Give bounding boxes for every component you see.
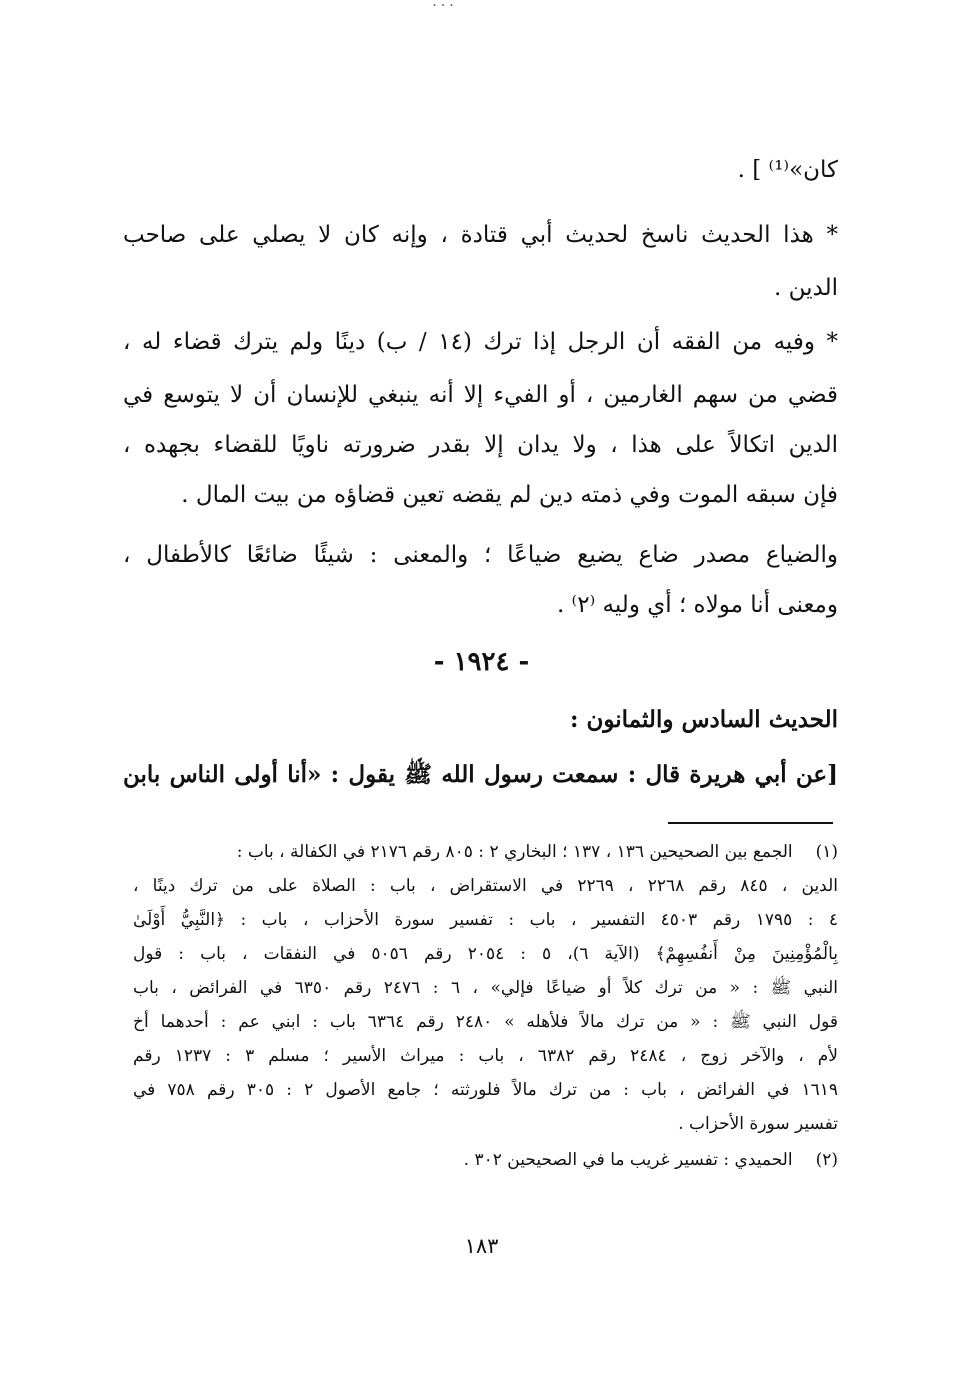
- footnote-1-line-7: لأم ، والآخر زوج ، ٢٤٨٤ رقم ٦٣٨٢ ، باب : ميراث الأسير ؛ مسلم ٣ : ١٢٣٧ رقم: [133, 1046, 838, 1066]
- footnote-1-line-4: بِالْمُؤْمِنِينَ مِنْ أَنفُسِهِمْ﴾ (الآية ٦)، ٥ : ٢٠٥٤ رقم ٥٠٥٦ في النفقات ، باب : قول: [133, 944, 838, 964]
- main-line-6: الدين اتكالاً على هذا ، ولا يدان إلا بقدر ضرورته ناويًا للقضاء بجهده ،: [123, 432, 838, 458]
- footnote-1-line-3: ٤ : ١٧٩٥ رقم ٤٥٠٣ التفسير ، باب : تفسير سورة الأحزاب ، باب : ﴿النَّبِيُّ أَوْلَىٰ: [133, 910, 839, 930]
- footnote-1-line-2: الدين ، ٨٤٥ رقم ٢٢٦٨ ، ٢٢٦٩ في الاستقراض ، باب : الصلاة على من ترك دينًا ،: [133, 876, 838, 896]
- main-line-8: والضياع مصدر ضاع يضيع ضياعًا ؛ والمعنى : شيئًا ضائعًا كالأطفال ،: [123, 542, 838, 568]
- footnote-2-number: (٢): [815, 1150, 838, 1170]
- top-mark: ...: [432, 0, 458, 10]
- main-line-1: كان»⁽¹⁾ ] .: [737, 157, 838, 183]
- footnote-1-number: (١): [815, 842, 838, 862]
- main-line-9: ومعنى أنا مولاه ؛ أي وليه ⁽٢⁾ .: [556, 592, 838, 618]
- footnote-1-line-6: قول النبي ﷺ : « من ترك مالاً فلأهله » ٢٤٨٠ رقم ٦٣٦٤ باب : ابني عم : أحدهما أخ: [133, 1012, 838, 1032]
- hadith-text: [عن أبي هريرة قال : سمعت رسول الله ﷺ يقول : «أنا أولى الناس بابن: [123, 761, 838, 788]
- section-number: - ١٩٢٤ -: [433, 647, 530, 677]
- footnote-divider: [668, 822, 833, 824]
- main-line-7: فإن سبقه الموت وفي ذمته دين لم يقضه تعين قضاؤه من بيت المال .: [181, 482, 838, 508]
- page-number: ١٨٣: [464, 1234, 499, 1258]
- footnote-1-line-8: ١٦١٩ في الفرائض ، باب : من ترك مالاً فلورثته ؛ جامع الأصول ٢ : ٣٠٥ رقم ٧٥٨ في: [133, 1080, 838, 1100]
- main-line-3: الدين .: [773, 275, 838, 301]
- main-line-2: * هذا الحديث ناسخ لحديث أبي قتادة ، وإنه كان لا يصلي على صاحب: [123, 222, 838, 248]
- hadith-heading: الحديث السادس والثمانون :: [570, 706, 838, 733]
- footnote-1-line-5: النبي ﷺ : « من ترك كلاً أو ضياعًا فإلي» ، ٦ : ٢٤٧٦ رقم ٦٣٥٠ في الفرائض ، باب: [133, 978, 838, 998]
- footnote-2-line-1: (٢) الحميدي : تفسير غريب ما في الصحيحين ٣٠٢ .: [133, 1146, 838, 1174]
- main-line-4: * وفيه من الفقه أن الرجل إذا ترك (١٤ / ب) دينًا ولم يترك قضاء له ،: [123, 329, 838, 355]
- main-line-5: قضي من سهم الغارمين ، أو الفيء إلا أنه ينبغي للإنسان أن لا يتوسع في: [123, 382, 838, 408]
- footnote-1-line-1: (١) الجمع بين الصحيحين ١٣٦ ، ١٣٧ ؛ البخاري ٢ : ٨٠٥ رقم ٢١٧٦ في الكفالة ، باب :: [133, 838, 838, 866]
- footnote-1-line-9: تفسير سورة الأحزاب .: [678, 1114, 838, 1134]
